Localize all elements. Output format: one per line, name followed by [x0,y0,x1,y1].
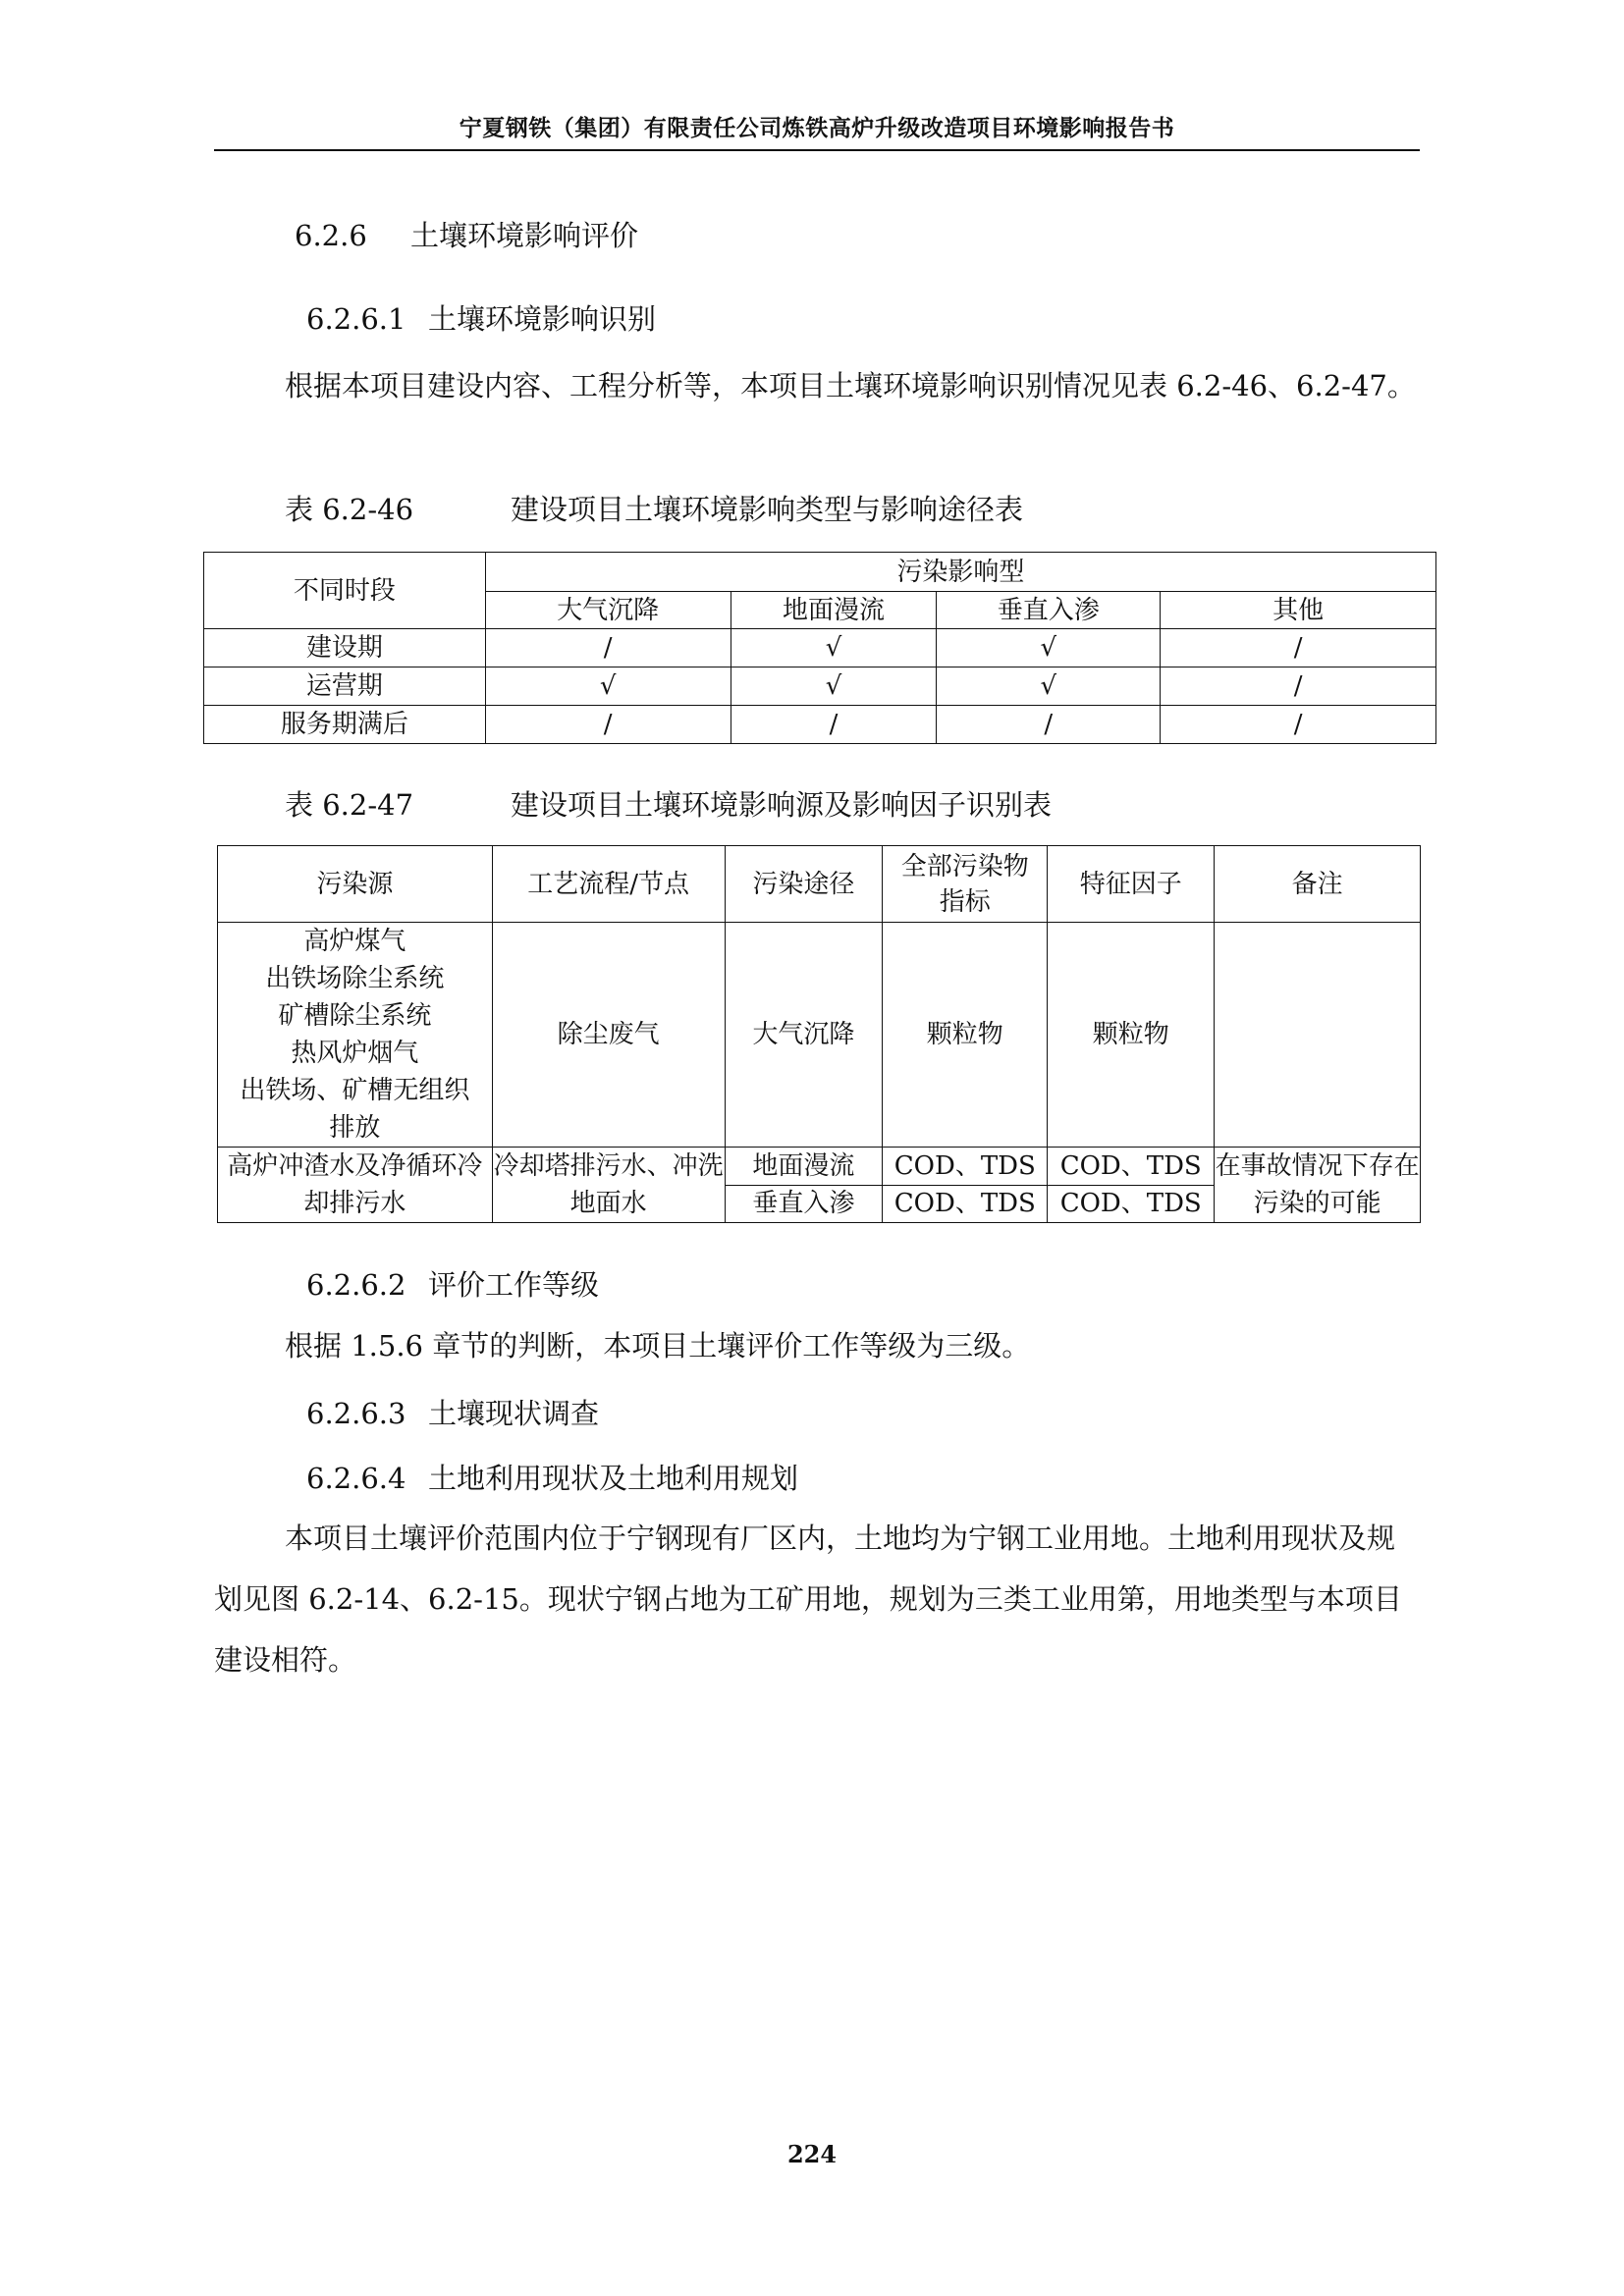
table-47-caption [285,783,1052,824]
section-number: 6.2.6.2 [306,1268,406,1302]
table-cell: COD、TDS [883,1148,1048,1186]
table-number: 表 6.2-46 [285,493,414,526]
table-row [204,706,1436,744]
source-line: 出铁场、矿槽无组织 [240,1076,470,1105]
table-cell: / [485,629,731,667]
header-divider [214,149,1420,151]
table-row [218,1148,1421,1186]
section-title: 土壤环境影响评价 [410,219,639,252]
table-cell: 冷却塔排污水、冲洗地面水 [492,1148,725,1223]
page-number: 224 [786,2140,838,2168]
table-46 [203,552,1436,744]
table-row [218,923,1421,1148]
section-heading-6-2-6-1 [306,297,656,338]
row-label: 运营期 [204,667,486,706]
section-number: 6.2.6 [295,219,367,252]
table-row [204,667,1436,706]
section-number: 6.2.6.3 [306,1397,406,1430]
table-cell: 除尘废气 [492,923,725,1148]
section-title: 评价工作等级 [428,1268,600,1302]
table-cell: / [1161,667,1436,706]
source-line: 出铁场除尘系统 [265,964,445,993]
table-cell: / [1161,629,1436,667]
table-title: 建设项目土壤环境影响类型与影响途径表 [511,493,1024,526]
source-line: 排放 [329,1113,381,1143]
paragraph-2: 根据 1.5.6 章节的判断，本项目土壤评价工作等级为三级。 [285,1329,1031,1362]
row-label: 服务期满后 [204,706,486,744]
source-line: 矿槽除尘系统 [278,1001,432,1031]
table-cell: √ [937,629,1161,667]
table-header-cell: 工艺流程/节点 [492,846,725,923]
table-cell: 地面漫流 [725,1148,883,1186]
table-cell: 大气沉降 [725,923,883,1148]
section-heading-6-2-6 [295,214,638,254]
table-cell: COD、TDS [883,1185,1048,1223]
section-heading-6-2-6-4 [306,1457,798,1497]
table-number: 表 6.2-47 [285,788,414,822]
table-header-cell: 大气沉降 [485,592,731,629]
section-number: 6.2.6.4 [306,1462,406,1495]
paragraph-1: 根据本项目建设内容、工程分析等，本项目土壤环境影响识别情况见表 6.2-46、6.2-47。 [285,369,1416,402]
section-heading-6-2-6-2 [306,1263,599,1304]
section-title: 土壤现状调查 [428,1397,600,1430]
table-header-group: 污染影响型 [485,553,1435,592]
table-cell: 在事故情况下存在污染的可能 [1215,1148,1421,1223]
pollution-source-list [218,923,493,1148]
table-cell: √ [731,629,937,667]
source-line: 高炉煤气 [303,927,406,956]
table-row [204,629,1436,667]
section-title: 土地利用现状及土地利用规划 [428,1462,799,1495]
table-cell: 垂直入渗 [725,1185,883,1223]
table-header-cell: 地面漫流 [731,592,937,629]
running-header: 宁夏钢铁（集团）有限责任公司炼铁高炉升级改造项目环境影响报告书 [459,116,1175,141]
table-title: 建设项目土壤环境影响源及影响因子识别表 [511,788,1053,822]
section-heading-6-2-6-3 [306,1392,599,1432]
table-cell: 颗粒物 [883,923,1048,1148]
table-header-cell: 特征因子 [1048,846,1215,923]
table-header-cell: 备注 [1215,846,1421,923]
table-header-cell: 污染源 [218,846,493,923]
source-line: 热风炉烟气 [291,1039,419,1068]
table-cell: √ [485,667,731,706]
table-header-cell: 全部污染物指标 [883,846,1048,923]
table-cell: / [731,706,937,744]
table-cell: √ [731,667,937,706]
table-cell: 颗粒物 [1048,923,1215,1148]
table-cell: / [485,706,731,744]
section-title: 土壤环境影响识别 [428,302,657,336]
table-header-cell: 污染途径 [725,846,883,923]
table-cell: √ [937,667,1161,706]
row-label: 建设期 [204,629,486,667]
table-47 [217,845,1421,1223]
table-header-cell: 垂直入渗 [937,592,1161,629]
table-cell: / [937,706,1161,744]
table-header-period: 不同时段 [204,553,486,629]
table-46-caption [285,488,1023,528]
section-number: 6.2.6.1 [306,302,406,336]
table-header-cell: 其他 [1161,592,1436,629]
paragraph-3: 本项目土壤评价范围内位于宁钢现有厂区内，土地均为宁钢工业用地。土地利用现状及规划见图 6.2-14、6.2-15。现状宁钢占地为工矿用地，规划为三类工业用第，用地类型与本项目建设相符。 [214,1522,1402,1677]
table-cell: 高炉冲渣水及净循环冷却排污水 [218,1148,493,1223]
table-cell: COD、TDS [1048,1185,1215,1223]
table-cell: / [1161,706,1436,744]
table-cell: COD、TDS [1048,1148,1215,1186]
table-cell [1215,923,1421,1148]
